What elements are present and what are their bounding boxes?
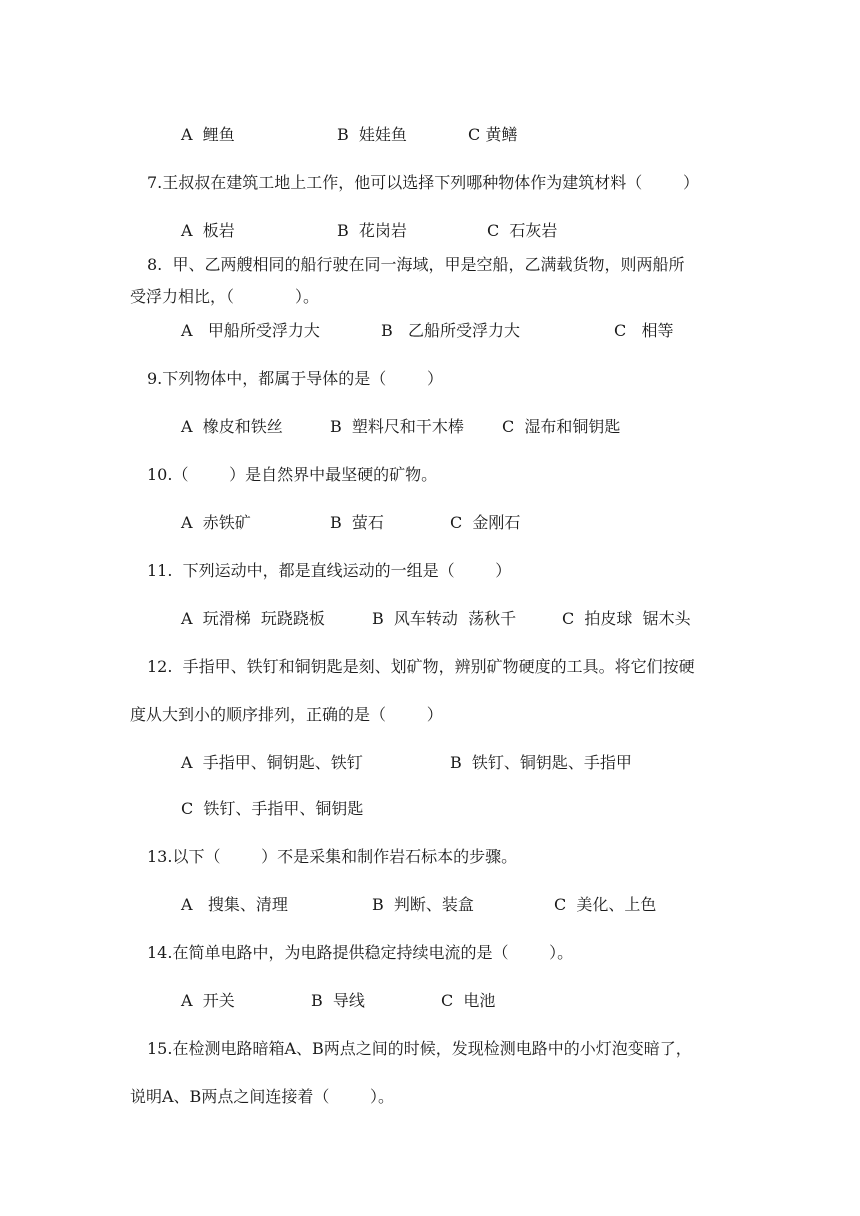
question-stem: 8. 甲、乙两艘相同的船行驶在同一海域，甲是空船，乙满载货物，则两船所 bbox=[147, 255, 685, 274]
option-b: B 风车转动 荡秋千 bbox=[372, 609, 517, 628]
question-stem: 9.下列物体中，都属于导体的是（ ） bbox=[147, 369, 443, 388]
question-stem: 10.（ ）是自然界中最坚硬的矿物。 bbox=[147, 465, 438, 484]
option-c: C 拍皮球 锯木头 bbox=[562, 609, 691, 628]
option-c: C 石灰岩 bbox=[487, 221, 558, 240]
option-a: A 搜集、清理 bbox=[181, 895, 288, 914]
option-b: B 萤石 bbox=[330, 513, 384, 532]
option-a: A 赤铁矿 bbox=[181, 513, 251, 532]
option-b: B 花岗岩 bbox=[337, 221, 407, 240]
option-a: A 板岩 bbox=[181, 221, 235, 240]
option-b: B 判断、装盒 bbox=[372, 895, 474, 914]
option-c: C 电池 bbox=[441, 991, 496, 1010]
option-c: C 黄鳝 bbox=[468, 125, 518, 144]
option-a: A 手指甲、铜钥匙、铁钉 bbox=[181, 753, 363, 772]
option-b: B 乙船所受浮力大 bbox=[381, 321, 521, 340]
question-stem: 15.在检测电路暗箱A、B两点之间的时候，发现检测电路中的小灯泡变暗了， bbox=[147, 1039, 692, 1058]
question-stem: 12. 手指甲、铁钉和铜钥匙是刻、划矿物，辨别矿物硬度的工具。将它们按硬 bbox=[147, 657, 695, 676]
question-stem: 13.以下（ ）不是采集和制作岩石标本的步骤。 bbox=[147, 847, 518, 866]
option-c: C 相等 bbox=[614, 321, 674, 340]
question-stem-continued: 说明A、B两点之间连接着（ ）。 bbox=[130, 1087, 395, 1106]
question-stem: 7.王叔叔在建筑工地上工作，他可以选择下列哪种物体作为建筑材料（ ） bbox=[147, 173, 699, 192]
question-stem: 14.在简单电路中，为电路提供稳定持续电流的是（ ）。 bbox=[147, 943, 574, 962]
option-a: A 甲船所受浮力大 bbox=[181, 321, 320, 340]
question-stem-continued: 度从大到小的顺序排列，正确的是（ ） bbox=[130, 705, 443, 724]
option-c: C 美化、上色 bbox=[554, 895, 657, 914]
option-b: B 导线 bbox=[311, 991, 365, 1010]
option-b: B 铁钉、铜钥匙、手指甲 bbox=[450, 753, 632, 772]
question-stem-continued: 受浮力相比，（ ）。 bbox=[130, 287, 320, 306]
option-a: A 开关 bbox=[181, 991, 235, 1010]
option-a: A 鲤鱼 bbox=[181, 125, 235, 144]
option-b: B 塑料尺和干木棒 bbox=[330, 417, 464, 436]
option-b: B 娃娃鱼 bbox=[337, 125, 407, 144]
question-stem: 11. 下列运动中，都是直线运动的一组是（ ） bbox=[147, 561, 512, 580]
option-a: A 橡皮和铁丝 bbox=[181, 417, 283, 436]
option-a: A 玩滑梯 玩跷跷板 bbox=[181, 609, 325, 628]
option-c: C 湿布和铜钥匙 bbox=[502, 417, 621, 436]
option-c: C 金刚石 bbox=[450, 513, 521, 532]
option-c: C 铁钉、手指甲、铜钥匙 bbox=[181, 799, 364, 818]
